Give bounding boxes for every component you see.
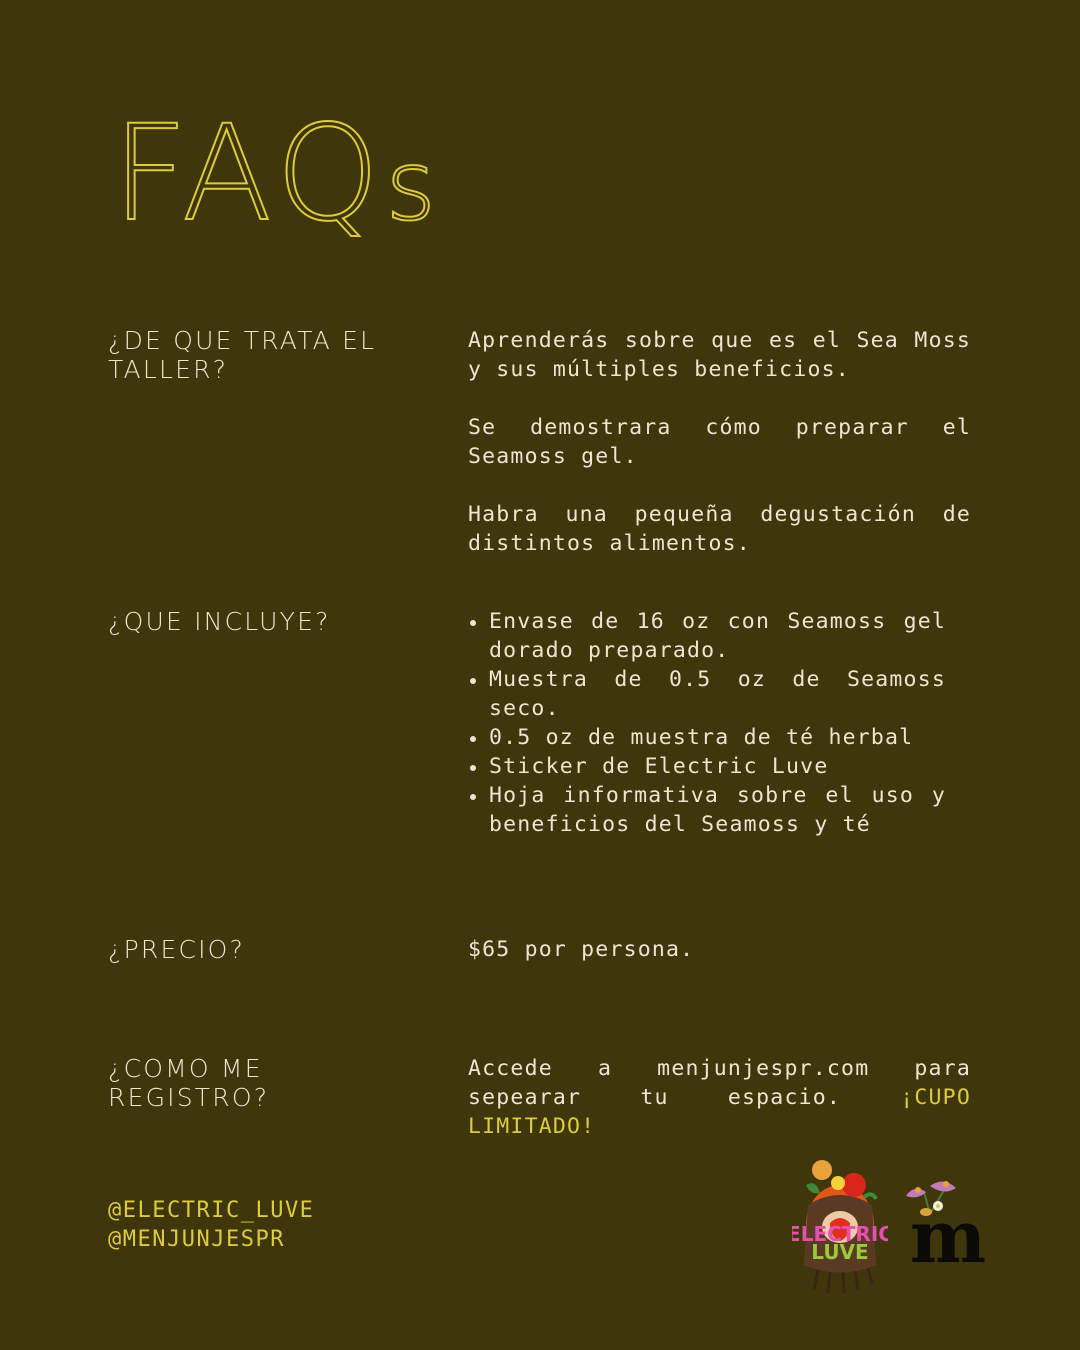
handle-menjunjespr[interactable]: @MENJUNJESPR bbox=[108, 1227, 285, 1252]
list-item: 0.5 oz de muestra de té herbal bbox=[468, 723, 946, 752]
svg-text:m: m bbox=[909, 1194, 987, 1268]
answer-paragraph: Habra una pequeña degustación de distintos alimentos. bbox=[468, 502, 971, 556]
title-suffix: s bbox=[385, 130, 442, 242]
menjunjes-logo bbox=[900, 1178, 990, 1268]
list-item: Muestra de 0.5 oz de Seamoss seco. bbox=[468, 665, 946, 723]
answer-paragraph: Aprenderás sobre que es el Sea Moss y sus múltiples beneficios. bbox=[468, 328, 971, 382]
faq-question-taller: ¿DE QUE TRATA EL TALLER? bbox=[108, 326, 377, 384]
faq-question-precio: ¿PRECIO? bbox=[108, 935, 246, 964]
registro-text: Accede a menjunjespr.com para sepearar tu espacio. bbox=[468, 1056, 971, 1110]
electric-luve-logo bbox=[792, 1155, 888, 1295]
faq-answer-registro bbox=[468, 1054, 971, 1141]
page-title bbox=[112, 97, 442, 251]
faq-answer-incluye bbox=[468, 607, 971, 839]
faq-question-registro: ¿COMO ME REGISTRO? bbox=[108, 1054, 270, 1112]
faq-answer-precio: $65 por persona. bbox=[468, 937, 695, 962]
faq-answer-taller bbox=[468, 326, 971, 558]
list-item: Envase de 16 oz con Seamoss gel dorado preparado. bbox=[468, 607, 946, 665]
menjunjes-logo-icon bbox=[900, 1178, 990, 1268]
list-item: Sticker de Electric Luve bbox=[468, 752, 946, 781]
title-main: FAQ bbox=[112, 97, 386, 251]
social-handles bbox=[108, 1196, 314, 1254]
cupo-limitado-text: ¡CUPO LIMITADO! bbox=[468, 1085, 971, 1139]
svg-text:LUVE: LUVE bbox=[811, 1240, 869, 1264]
faq-question-incluye: ¿QUE INCLUYE? bbox=[108, 607, 331, 636]
list-item: Hoja informativa sobre el uso y beneficios del Seamoss y té bbox=[468, 781, 946, 839]
includes-list bbox=[468, 607, 946, 839]
handle-electric-luve[interactable]: @ELECTRIC_LUVE bbox=[108, 1198, 315, 1223]
answer-paragraph: Se demostrara cómo preparar el Seamoss gel. bbox=[468, 415, 971, 469]
electric-luve-logo-icon bbox=[792, 1155, 888, 1295]
svg-text:ELECTRIC: ELECTRIC bbox=[792, 1222, 888, 1246]
